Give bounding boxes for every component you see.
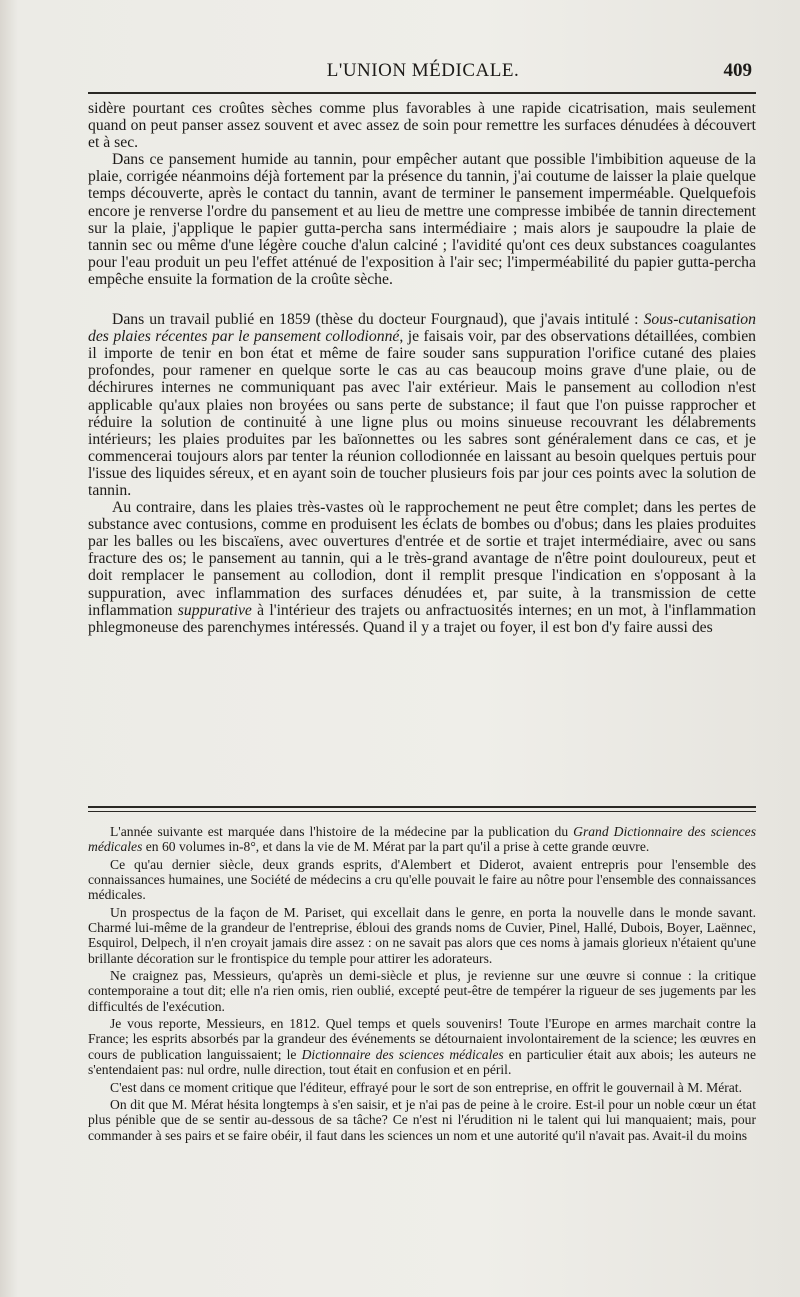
feuilleton-rule-thin bbox=[88, 811, 756, 812]
feuilleton-paragraph-6: C'est dans ce moment critique que l'éditeur, effrayé pour le sort de son entreprise, en offrit le gouvernail à M. Mérat. bbox=[110, 1079, 742, 1095]
paragraph-2: Dans ce pansement humide au tannin, pour empêcher autant que possible l'imbibition aqueuse de la plaie, corrigée néanmoins déjà fortement par la présence du tannin, j'ai coutume de laisser la plaie quelque temps découverte, après le contact du tannin, avant de terminer le pansement imperméable. Quelquefois encore je renverse l'ordre du pansement et au lieu de mettre une compresse imbibée de tannin directement sur la plaie, j'applique le papier gutta-percha sans intermédiaire ; mais alors je saupoudre la plaie de tannin sec ou même d'une légère couche d'alun calciné ; l'avidité qu'ont ces deux substances coagulantes pour l'eau produit un peu l'effet atténué de l'exposition à l'air sec; l'imperméabilité du papier gutta-percha empêche ensuite la formation de la croûte sèche. bbox=[88, 151, 756, 288]
paragraph-4 bbox=[88, 499, 756, 636]
feuilleton-5-text-a: Je vous reporte, Messieurs, en 1812. Quel temps et quels souvenirs! Toute l'Europe en armes marchait contre la France; les esprits absorbés par la grandeur des événements se détournaient involontairement de la science; les œuvres en cours de publication languissaient; le bbox=[88, 1016, 756, 1062]
paragraph-3 bbox=[88, 311, 756, 499]
feuilleton-paragraph-4: Ne craignez pas, Messieurs, qu'après un demi-siècle et plus, je revienne sur une œuvre si connue : la critique contemporaine a tout dit; elle n'a rien omis, rien oublié, excepté peut-être de tempérer la rigueur de ses jugements par les difficultés de l'exécution. bbox=[88, 968, 756, 1014]
feuilleton-paragraph-3: Un prospectus de la façon de M. Pariset, qui excellait dans le genre, en porta la nouvelle dans le monde savant. Charmé lui-même de la grandeur de l'entreprise, ébloui des grands noms de Cuvier, Pinel, Hallé, Dubois, Boyer, Laënnec, Esquirol, Delpech, il n'en croyait jamais dire assez : on ne savait pas alors que ces noms à jamais glorieux n'étaient qu'une brillante décoration sur le frontispice du temple pour attirer les adorateurs. bbox=[88, 904, 756, 966]
journal-title: L'UNION MÉDICALE. bbox=[326, 60, 520, 81]
running-header bbox=[88, 58, 758, 88]
feuilleton-5-text-b: en particulier était aux abois; les auteurs ne s'entendaient pas: nul ordre, nulle direction, tout était en confusion et en péril. bbox=[88, 1046, 756, 1078]
feuilleton-text bbox=[88, 824, 756, 1145]
paragraph-4-text-a: Au contraire, dans les plaies très-vastes où le rapprochement ne peut être complet; dans les pertes de substance avec contusions, comme en produisent les éclats de bombes ou d'obus; dans les plaies produites par les balles ou les biscaïens, avec ouvertures d'entrée et de sortie et trajet intermédiaire, avec ou sans fracture des os; le pansement au tannin, qui a le très-grand avantage de n'être point douloureux, peut et doit remplacer le pansement au collodion, dont il remplit presque l'indication en s'opposant à la suppuration, avec inflammation des surfaces dénudées et, par suite, à la transmission de cette inflammation bbox=[88, 499, 756, 619]
feuilleton-paragraph-1 bbox=[88, 824, 756, 855]
paragraph-4-text-b: à l'intérieur des trajets ou anfractuosités internes; en un mot, à l'inflammation phlegmoneuse des parenchymes intéressés. Quand il y a trajet ou foyer, il est bon d'y faire aussi des bbox=[88, 601, 756, 636]
main-text bbox=[88, 100, 756, 636]
page-number: 409 bbox=[723, 60, 752, 81]
header-rule bbox=[88, 92, 756, 94]
paragraph-3-title: Sous-cutanisation des plaies récentes par le pansement collodionné bbox=[88, 311, 756, 346]
feuilleton-1-title: Grand Dictionnaire des sciences médicales bbox=[88, 824, 756, 855]
feuilleton-paragraph-5 bbox=[88, 1016, 756, 1077]
feuilleton-1-text-a: L'année suivante est marquée dans l'histoire de la médecine par la publication du bbox=[110, 824, 574, 839]
paragraph-1: sidère pourtant ces croûtes sèches comme plus favorables à une rapide cicatrisation, mais seulement quand on peut panser assez souvent et avec assez de soin pour remettre les surfaces dénudées à découvert et à sec. bbox=[88, 100, 756, 152]
paragraph-3-text-b: , je faisais voir, par des observations détaillées, combien il importe de tenir en bon état et même de faire souder sans suppuration l'orifice cutané des plaies profondes, pour ramener en quelque sorte le cas au cas beaucoup moins grave d'une plaie, ou de déchirures internes ne communiquant pas avec l'air extérieur. Mais le pansement au collodion n'est applicable qu'aux plaies non broyées ou sans perte de substance; il faut que l'on puisse rapprocher et réduire la solution de continuité à une ligne plus ou moins sinueuse recouvrant les délabrements intérieurs; les plaies produites par les baïonnettes ou les sabres sont généralement dans ce cas, et je commencerai toujours alors par tenter la réunion collodionnée en laissant au besoin quelques pertuis pour l'issue des liquides séreux, et en ayant soin de toucher plusieurs fois par jour ces points avec la solution de tannin. bbox=[88, 328, 757, 499]
feuilleton-5-title: Dictionnaire des sciences médicales bbox=[301, 1046, 504, 1062]
feuilleton-1-text-b: en 60 volumes in-8°, et dans la vie de M. Mérat par la part qu'il a prise à cette grande œuvre. bbox=[142, 839, 650, 855]
feuilleton-rule-thick bbox=[88, 806, 756, 808]
feuilleton-paragraph-7: On dit que M. Mérat hésita longtemps à s'en saisir, et je n'ai pas de peine à le croire. Est-il pour un noble cœur un état plus pénible que de se sentir au-dessous de sa tâche? Ce n'est ni l'érudition ni le talent qui lui manquaient; mais, pour commander à ses pairs et se faire obéir, il faut dans les sciences un nom et une autorité qu'il n'avait pas. Avait-il du moins bbox=[88, 1096, 756, 1143]
paragraph-4-emphasis: suppurative bbox=[177, 601, 252, 619]
paragraph-3-text-a: Dans un travail publié en 1859 (thèse du docteur Fourgnaud), que j'avais intitulé : bbox=[112, 311, 644, 329]
feuilleton-paragraph-2: Ce qu'au dernier siècle, deux grands esprits, d'Alembert et Diderot, avaient entrepris pour l'ensemble des connaissances humaines, une Société de médecins a cru qu'elle pouvait le faire au nôtre pour l'ensemble des connaissances médicales. bbox=[88, 856, 756, 903]
